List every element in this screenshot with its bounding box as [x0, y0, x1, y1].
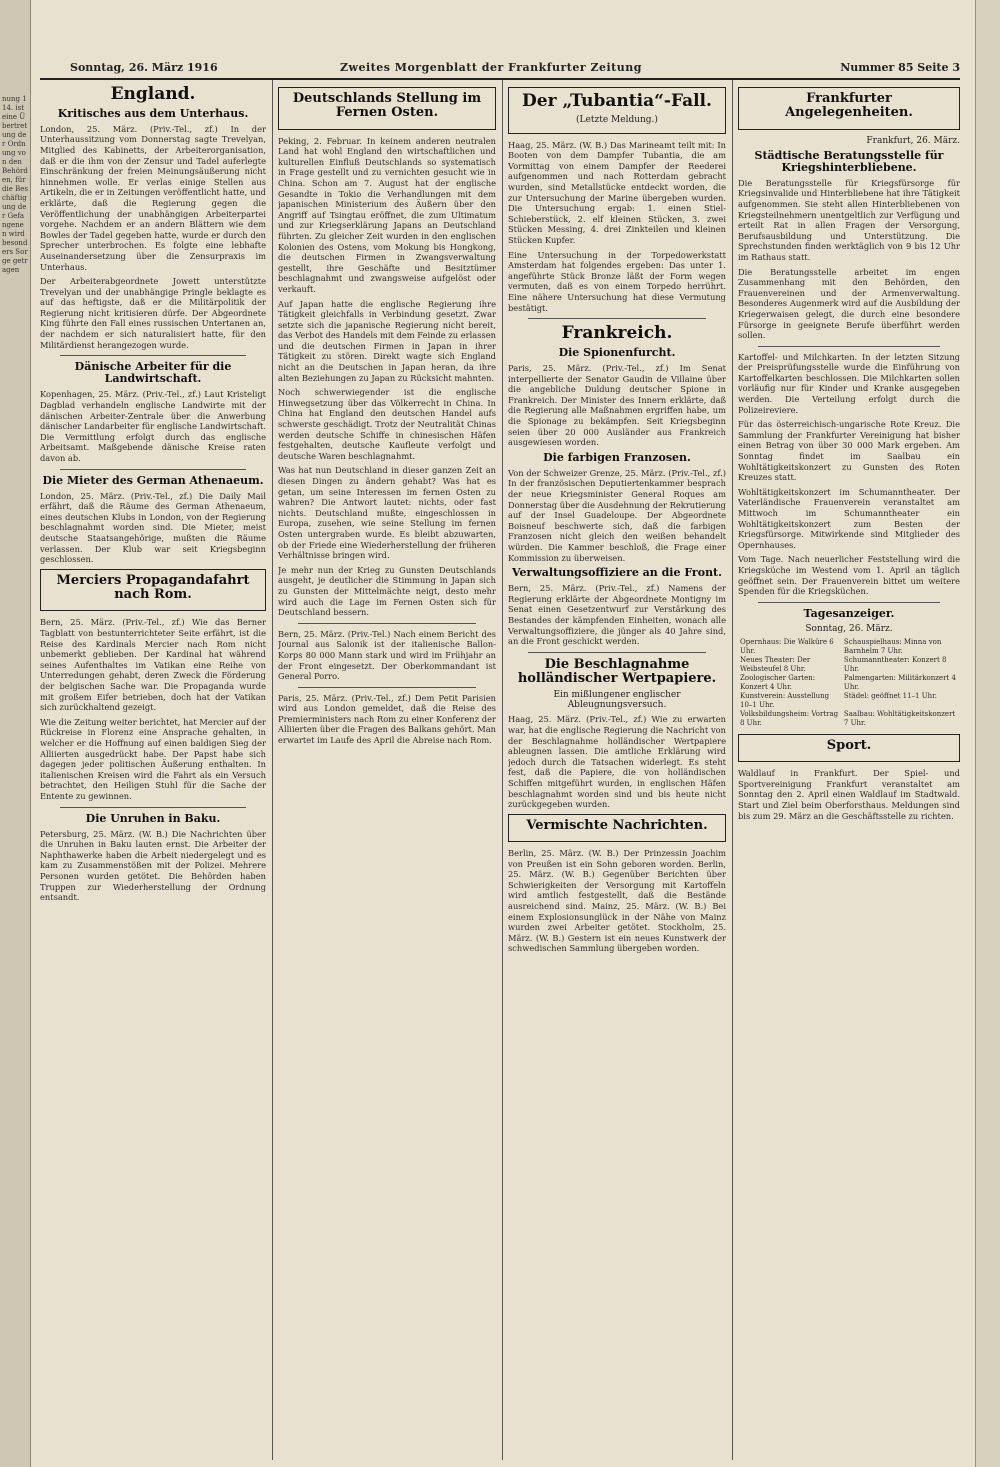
article-title: Deutschlands Stellung im Fernen Osten.: [292, 91, 482, 121]
events-row: [738, 692, 960, 710]
article-body: Je mehr nun der Krieg zu Gunsten Deutschlands ausgeht, je deutlicher die Stimmung in Japan sich zu Gunsten der Mittelmächte neigt, desto mehr wird auch die Lage im Fernen Osten sich für Deutschland bessern.: [278, 564, 496, 618]
right-gutter: [975, 0, 1000, 1467]
separator: [60, 469, 246, 470]
events-row: [738, 638, 960, 656]
events-day: Sonntag, 26. März.: [805, 623, 893, 634]
events-cell: Palmengarten: Militärkonzert 4 Uhr.: [843, 673, 956, 691]
events-cell: Schumanntheater: Konzert 8 Uhr.: [843, 655, 947, 673]
events-row: [738, 710, 960, 728]
article-title: Städtische Beratungsstelle für Kriegshinterbliebene.: [754, 148, 944, 174]
article-body: Haag, 25. März. (Priv.-Tel., zf.) Wie zu erwarten war, hat die englische Regierung die Nachricht von der Beschlagnahme holländischer Wertpapiere ableugnen lassen. Die amtliche Erklärung wird jedoch durch die Tatsachen widerlegt. Es steht fest, daß die Papiere, die von holländischen Schiffen mitgeführt wurden, in englischen Häfen beschlagnahmt worden sind und bis heute nicht zurückgegeben wurden.: [508, 714, 726, 810]
separator: [758, 346, 940, 347]
article-body: Eine Untersuchung in der Torpedowerkstatt Amsterdam hat folgendes ergeben: Das unter 1. angeführte Stück Bronze läßt der Form wegen vermuten, daß es von einem Torpedo herrührt. Eine nähere Untersuchung hat diese Vermutung bestätigt.: [508, 249, 726, 313]
events-cell: Neues Theater: Der Weibsteufel 8 Uhr.: [740, 655, 811, 673]
headline-box: [738, 734, 960, 762]
section-title-sport: Sport.: [826, 737, 872, 753]
events-cell: Kunstverein: Ausstellung 10–1 Uhr.: [740, 691, 830, 709]
events-cell: Schauspielhaus: Minna von Barnhelm 7 Uhr.: [843, 637, 942, 655]
headline-box: [738, 87, 960, 130]
article-title: Verwaltungsoffiziere an die Front.: [512, 566, 722, 580]
article-body: Der Arbeiterabgeordnete Jowett unterstützte Trevelyan und der unabhängige Pringle beklagte es auf das heftigste, daß er die Militärpolitik der Regierung nicht kritisieren dürfe. Der Abgeordnete King führte den Fall eines russischen Untertanen an, der nachdem er sich naturalisiert hatte, für den Militärdienst herangezogen wurde.: [40, 276, 266, 350]
column-divider: [272, 80, 273, 1460]
article-body: Kopenhagen, 25. März. (Priv.-Tel., zf.) Laut Kristeligt Dagblad verhandeln englische Landwirte mit der dänischen Arbeiter-Zentrale über die Anwerbung dänischer Landarbeiter für englische Landwirtschaft. Die Vermittlung erfolgt durch das englische Arbeitsamt. Maßgebende dänische Kreise raten davon ab.: [40, 389, 266, 463]
events-cell: Zoologischer Garten: Konzert 4 Uhr.: [740, 673, 816, 691]
article-body: Die Beratungsstelle arbeitet im engen Zusammenhang mit den Behörden, den Frauenvereinen und der Armenverwaltung. Besonderes Augenmerk wird auf die Ausbildung der Kriegerwaisen gelegt, die durch eine besondere Fürsorge in geeignete Berufe überführt werden sollen.: [738, 266, 960, 341]
events-row: [738, 656, 960, 674]
column-3: [508, 85, 726, 1455]
article-title: Vermischte Nachrichten.: [526, 817, 708, 833]
events-cell: Opernhaus: Die Walküre 6 Uhr.: [740, 637, 834, 655]
article-body: Paris, 25. März. (Priv.-Tel., zf.) Im Senat interpellierte der Senator Gaudin de Villaine über die angebliche Duldung deutscher Spione in Frankreich. Der Minister des Innern erklärte, daß die Regierung alle Maßnahmen ergriffen habe, um die Spionage zu bekämpfen. Seit Kriegsbeginn seien über 20 000 Ausländer aus Frankreich ausgewiesen worden.: [508, 362, 726, 448]
article-title: Die Beschlagnahme holländischer Wertpapiere.: [517, 656, 717, 687]
column-2: [278, 85, 496, 1455]
article-body: Paris, 25. März. (Priv.-Tel., zf.) Dem Petit Parisien wird aus London gemeldet, daß die Reise des Premierministers nach Rom zu einer Konferenz der Alliierten über die Fragen des Balkans gehört. Man erwartet im Laufe des April die Abreise nach Rom.: [278, 692, 496, 746]
article-body: Bern, 25. März. (Priv.-Tel.) Nach einem Bericht des Journal aus Salonik ist der italienische Ballon-Korps 80 000 Mann stark und wird im Frühjahr an der Front eingesetzt. Der Oberkommandant ist General Porro.: [278, 628, 496, 682]
article-title: Die farbigen Franzosen.: [543, 450, 691, 464]
article-body: Kartoffel- und Milchkarten. In der letzten Sitzung der Preisprüfungsstelle wurde die Einführung von Kartoffelkarten beschlossen. Die Milchkarten sollen vorläufig nur für Kinder und Kranke ausgegeben werden. Die Verteilung erfolgt durch die Polizeireviere.: [738, 351, 960, 415]
events-table: [738, 638, 960, 728]
events-cell: Volksbildungsheim: Vortrag 8 Uhr.: [740, 709, 839, 727]
article-body: Bern, 25. März. (Priv.-Tel., zf.) Wie das Berner Tagblatt von bestunterrichteter Seite erfährt, ist die Reise des Kardinals Mercier nach Rom nicht unbemerkt geblieben. Der Kardinal hat während seines Aufenthaltes im Vatikan eine Reihe von Unterredungen gehabt, deren Zweck die Förderung der belgischen Sache war. Die Propaganda wurde mit großem Eifer betrieben, doch hat der Vatikan sich zurückhaltend gezeigt.: [40, 617, 266, 713]
article-title: Die Spionenfurcht.: [558, 345, 676, 359]
article-title: Kritisches aus dem Unterhaus.: [57, 106, 249, 120]
article-title: Dänische Arbeiter für die Landwirtschaft.: [74, 360, 232, 386]
column-divider: [732, 80, 733, 1460]
separator: [528, 318, 706, 319]
separator: [758, 602, 940, 603]
article-body: Noch schwerwiegender ist die englische Hinwegsetzung über das Völkerrecht in China. In China hat England den deutschen Handel aufs schwerste geschädigt. Trotz der Neutralität Chinas werden deutsche Schiffe in chinesischen Häfen festgehalten, deutsche Kaufleute verfolgt und deutsche Waren beschlagnahmt.: [278, 387, 496, 461]
left-gutter: [0, 0, 31, 1467]
masthead: [40, 55, 960, 77]
masthead-number: Nummer 85 Seite 3: [840, 61, 960, 74]
article-body: Wie die Zeitung weiter berichtet, hat Mercier auf der Rückreise in Florenz eine Ansprache gehalten, in welcher er die Hoffnung auf einen baldigen Sieg der Alliierten ausgedrückt habe. Der Papst habe sich dagegen jeder politischen Äußerung enthalten. In italienischen Kreisen wird die Fahrt als ein Versuch betrachtet, den Heiligen Stuhl für die Sache der Entente zu gewinnen.: [40, 716, 266, 801]
separator: [528, 652, 706, 653]
article-subtitle: (Letzte Meldung.): [576, 114, 658, 125]
article-body: Bern, 25. März. (Priv.-Tel., zf.) Namens der Regierung erklärte der Abgeordnete Montigny im Senat einen Gesetzentwurf zur Verstärkung des Bestandes der kämpfenden Einheiten, wonach alle Verwaltungsoffiziere, die jünger als 40 Jahre sind, an die Front geschickt werden.: [508, 583, 726, 647]
article-body: Auf Japan hatte die englische Regierung ihre Tätigkeit gleichfalls in Verbindung gesetzt. Zwar setzte sich die japanische Regierung nicht bereit, das Verbot des Handels mit dem Feinde zu erlassen und die deutschen Firmen in Japan in ihrer Tätigkeit zu stören. Direkt wagte sich England nicht an die Deutschen in Japan heran, da ihre alten Beziehungen zu Japan zu Rücksicht mahnten.: [278, 298, 496, 383]
article-body: London, 25. März. (Priv.-Tel., zf.) In der Unterhaussitzung vom Donnerstag sagte Trevelyan, Mitglied des Kabinetts, der Arbeiterorganisation, daß er die ihm von der Zensur und Tadel auferlegte Einschränkung der freien Meinungsäußerung nicht hinnehmen wolle. Er verlas einige Stellen aus Artikeln, die er in Zeitungen veröffentlicht hatte, und erklärte, daß die Regierung gegen die Veröffentlichung der unabhängigen Arbeiterpartei vorgehe. Nachdem er an andern Blättern wie dem Bowles der Tadel gegeben hatte, wurde er durch den Sprecher unterbrochen. Es folgte eine lebhafte Auseinandersetzung über die Zensurpraxis im Unterhaus.: [40, 123, 266, 272]
headline-box: [508, 87, 726, 134]
left-edge-text: nung 114. ist eine Übertretung der Ordnung von den Behörden, für die Beschäftigung der Gefangenen wird besonders Sorge getragen: [2, 95, 28, 274]
headline-box: [40, 569, 266, 612]
article-body: Die Beratungsstelle für Kriegsfürsorge für Kriegsinvalide und Hinterbliebene hat ihre Tätigkeit aufgenommen. Sie steht allen Hinterbliebenen von Kriegsteilnehmern unentgeltlich zur Verfügung und erteilt Rat in allen Fragen der Versorgung, Berufsausbildung und Unterstützung. Die Sprechstunden finden werktäglich von 9 bis 12 Uhr im Rathaus statt.: [738, 177, 960, 262]
events-row: [738, 674, 960, 692]
events-cell: Saalbau: Wohltätigkeitskonzert 7 Uhr.: [843, 709, 956, 727]
events-title: Tagesanzeiger.: [803, 606, 895, 620]
events-cell: Städel: geöffnet 11–1 Uhr.: [843, 691, 937, 700]
headline-box: [278, 87, 496, 130]
article-title: Die Mieter des German Athenaeum.: [42, 473, 264, 487]
article-body: Wohltätigkeitskonzert im Schumanntheater. Der Vaterländische Frauenverein veranstaltet am Mittwoch im Schumanntheater ein Wohltätigkeitskonzert zum Besten der Kriegsfürsorge. Mitwirkende sind Mitglieder des Opernhauses.: [738, 486, 960, 550]
section-title-france: Frankreich.: [561, 323, 673, 344]
masthead-title: Zweites Morgenblatt der Frankfurter Zeitung: [340, 61, 642, 74]
separator: [60, 807, 246, 808]
headline-box: [508, 814, 726, 842]
article-title: Merciers Propagandafahrt nach Rom.: [56, 572, 250, 603]
article-body: Vom Tage. Nach neuerlicher Feststellung wird die Kriegsküche im Westend vom 1. April an täglich geöffnet sein. Der Frauenverein bittet um weitere Spenden für die Kriegsküchen.: [738, 554, 960, 597]
article-body: Waldlauf in Frankfurt. Der Spiel- und Sportvereinigung Frankfurt veranstaltet am Sonntag den 2. April einen Waldlauf im Stadtwald. Start und Ziel beim Oberforsthaus. Meldungen sind bis zum 29. März an die Geschäftsstelle zu richten.: [738, 768, 960, 821]
section-title-england: England.: [110, 85, 196, 104]
article-body: Peking, 2. Februar. In keinem anderen neutralen Land hat wohl England den wirtschaftlichen und kulturellen Einfluß Deutschlands so systematisch in Frage gestellt und zu vernichten gesucht wie in China. Schon am 7. August hat der englische Gesandte in Tokio die Verhandlungen mit dem japanischen Ministerium des Äußern über den Angriff auf Tsingtau eröffnet, die zum Ultimatum und zur Kriegserklärung Japans an Deutschland führten. Zu gleicher Zeit wurden in den englischen Kolonien des Ostens, vom Mokung bis Hongkong, die deutschen Firmen in Zwangsverwaltung gestellt, ihre Geschäfte und Besitztümer beschlagnahmt und zwangsweise aufgelöst oder verkauft.: [278, 135, 496, 294]
column-4: [738, 85, 960, 1455]
article-body: Haag, 25. März. (W. B.) Das Marineamt teilt mit: In Booten von dem Dampfer Tubantia, die am Vormittag von einem Dampfer der Reederei aufgenommen und nach Rotterdam gebracht wurden, sind Metallstücke entdeckt worden, die zur Untersuchung der Marine übergeben wurden. Die Untersuchung ergab: 1. einen Stiel-Schieberstück, 2. elf kleinen Stücken, 3. zwei Stücken Messing, 4. drei Zinkteilen und kleinen Stücken Kupfer.: [508, 139, 726, 246]
article-body: Petersburg, 25. März. (W. B.) Die Nachrichten über die Unruhen in Baku lauten ernst. Die Arbeiter der Naphthawerke haben die Arbeit niedergelegt und es kam zu Zusammenstößen mit der Polizei. Mehrere Personen wurden getötet. Die Behörden haben Truppen zur Wiederherstellung der Ordnung entsandt.: [40, 828, 266, 903]
article-body: Berlin, 25. März. (W. B.) Der Prinzessin Joachim von Preußen ist ein Sohn geboren worden. Berlin, 25. März. (W. B.) Gegenüber Berichten über Schwierigkeiten der Versorgung mit Kartoffeln wird amtlich festgestellt, daß die Bestände ausreichend sind. Mainz, 25. März. (W. B.) Bei einem Explosionsunglück in der Nähe von Mainz wurden zwei Arbeiter getötet. Stockholm, 25. März. (W. B.) Gestern ist ein neues Kunstwerk der schwedischen Sammlung übergeben worden.: [508, 848, 726, 954]
article-body: London, 25. März. (Priv.-Tel., zf.) Die Daily Mail erfährt, daß die Räume des German Athenaeum, eines deutschen Klubs in London, von der Regierung beschlagnahmt worden sind. Die Mieter, meist deutsche Staatsangehörige, mußten die Räume verlassen. Der Klub war seit Kriegsbeginn geschlossen.: [40, 490, 266, 565]
column-1: [40, 85, 266, 1455]
dateline: Frankfurt, 26. März.: [866, 135, 960, 146]
separator: [298, 687, 476, 688]
separator: [298, 623, 476, 624]
article-subtitle: Ein mißlungener englischer Ableugnungsversuch.: [553, 690, 681, 711]
masthead-rule: [40, 78, 960, 80]
masthead-date: Sonntag, 26. März 1916: [70, 61, 218, 74]
section-title-frankfurt: Frankfurter Angelegenheiten.: [785, 91, 913, 121]
separator: [60, 355, 246, 356]
article-title: Die Unruhen in Baku.: [85, 811, 221, 825]
article-body: Für das österreichisch-ungarische Rote Kreuz. Die Sammlung der Frankfurter Vereinigung hat bisher einen Betrag von über 30 000 Mark ergeben. Am Sonntag findet im Saalbau ein Wohltätigkeitskonzert zu Gunsten des Roten Kreuzes statt.: [738, 419, 960, 483]
column-divider: [502, 80, 503, 1460]
article-title: Der „Tubantia“-Fall.: [522, 91, 712, 111]
article-body: Von der Schweizer Grenze, 25. März. (Priv.-Tel., zf.) In der französischen Deputiertenkammer besprach der neue Kriegsminister General Roques am Donnerstag über die Ausdehnung der Rekrutierung auf der Insel Guadeloupe. Der Abgeordnete Boisneuf beschwerte sich, daß die farbigen Franzosen nicht gleich den weißen behandelt würden. Die Kammer beschloß, die Frage einer Kommission zu überweisen.: [508, 467, 726, 563]
article-body: Was hat nun Deutschland in dieser ganzen Zeit an diesen Dingen zu ändern gehabt? Was hat es getan, um seine Interessen im fernen Osten zu wahren? Die Antwort lautet: nichts, oder fast nichts. Deutschland mußte, eingeschlossen in Europa, zusehen, wie seine Stellung im fernen Osten untergraben wurde. Es bleibt abzuwarten, ob der Friede eine Wiederherstellung der früheren Verhältnisse bringen wird.: [278, 465, 496, 561]
